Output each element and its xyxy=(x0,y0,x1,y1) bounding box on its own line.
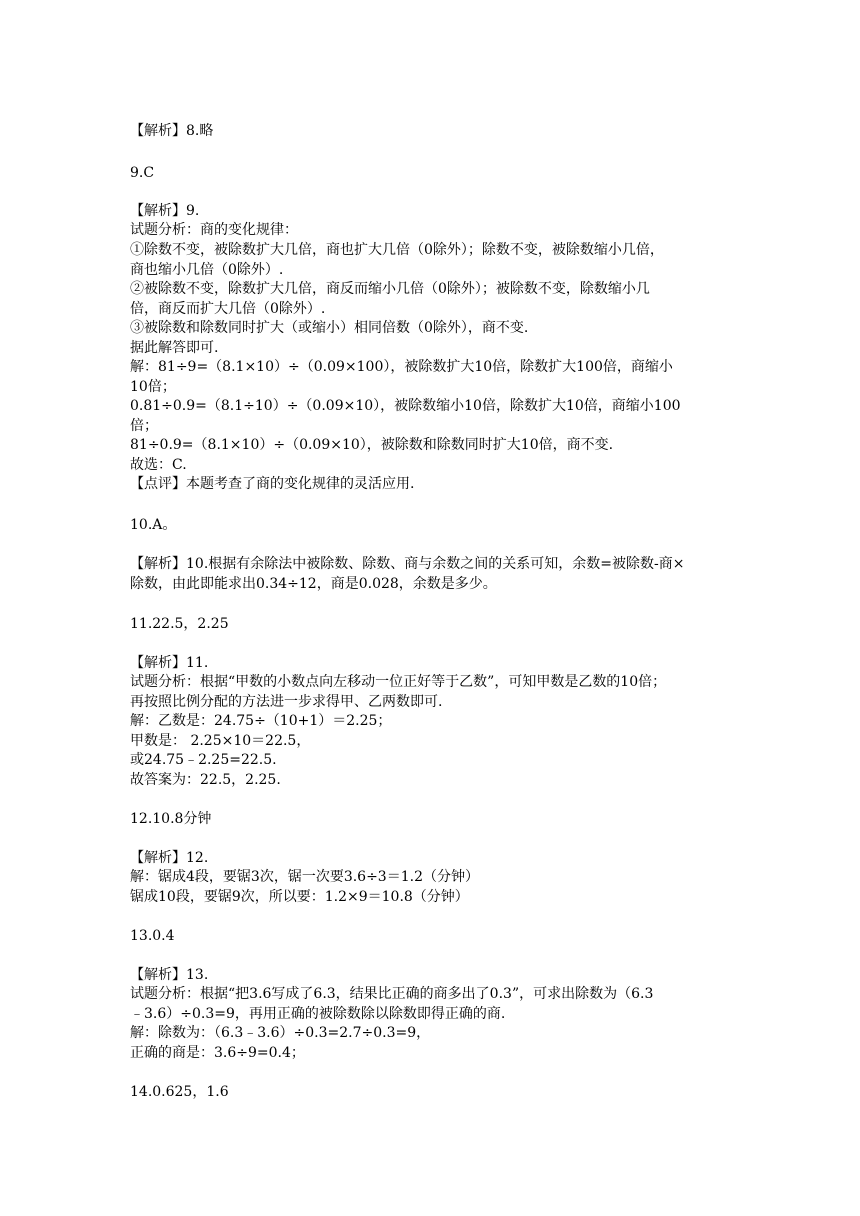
analysis-9-line: 故选：C. xyxy=(130,457,187,473)
analysis-9-line: 10倍； xyxy=(130,379,176,395)
analysis-9-line: 81÷0.9=（8.1×10）÷（0.09×10），被除数和除数同时扩大10倍，商不变. xyxy=(130,437,614,453)
analysis-13-line: ﹣3.6）÷0.3=9，再用正确的被除数除以除数即得正确的商. xyxy=(130,1006,506,1022)
answer-13: 13.0.4 xyxy=(130,928,175,944)
analysis-9-line: 倍，商反而扩大几倍（0除外）. xyxy=(130,301,326,317)
comment-9: 【点评】本题考查了商的变化规律的灵活应用. xyxy=(130,476,415,492)
document-page xyxy=(130,0,760,1216)
analysis-9-line: 试题分析：商的变化规律： xyxy=(130,222,298,238)
analysis-13-line: 解：除数为：（6.3﹣3.6）÷0.3=2.7÷0.3=9， xyxy=(130,1025,431,1041)
answer-10: 10.A。 xyxy=(130,517,177,533)
analysis-9-line: 0.81÷0.9=（8.1÷10）÷（0.09×10），被除数缩小10倍，除数扩大10倍，商缩小100 xyxy=(130,398,681,414)
analysis-9-line: 解：81÷9=（8.1×10）÷（0.09×100），被除数扩大10倍，除数扩大100倍，商缩小 xyxy=(130,359,673,375)
analysis-11-line: 或24.75﹣2.25=22.5. xyxy=(130,752,277,768)
analysis-12-line: 解：锯成4段，要锯3次，锯一次要3.6÷3＝1.2（分钟） xyxy=(130,869,479,885)
analysis-12-line: 锯成10段，要锯9次，所以要：1.2×9＝10.8（分钟） xyxy=(130,889,469,905)
analysis-9-heading: 【解析】9. xyxy=(130,203,200,219)
analysis-11-heading: 【解析】11. xyxy=(130,655,209,671)
analysis-11-line: 甲数是： 2.25×10＝22.5， xyxy=(130,733,311,749)
analysis-9-line: 商也缩小几倍（0除外）. xyxy=(130,262,284,278)
analysis-13-heading: 【解析】13. xyxy=(130,967,209,983)
answer-14: 14.0.625，1.6 xyxy=(130,1084,229,1100)
analysis-11-line: 再按照比例分配的方法进一步求得甲、乙两数即可. xyxy=(130,694,443,710)
analysis-8-heading: 【解析】8.略 xyxy=(130,123,214,139)
analysis-9-line: 倍； xyxy=(130,418,158,434)
analysis-9-line: ③被除数和除数同时扩大（或缩小）相同倍数（0除外），商不变. xyxy=(130,320,529,336)
analysis-10-line: 【解析】10.根据有余除法中被除数、除数、商与余数之间的关系可知，余数=被除数-商× xyxy=(130,556,685,572)
answer-11: 11.22.5，2.25 xyxy=(130,616,229,632)
answer-12: 12.10.8分钟 xyxy=(130,811,212,827)
analysis-11-line: 试题分析：根据“甲数的小数点向左移动一位正好等于乙数”，可知甲数是乙数的10倍； xyxy=(130,674,667,690)
answer-9: 9.C xyxy=(130,165,155,181)
analysis-11-line: 故答案为：22.5，2.25. xyxy=(130,772,281,788)
analysis-9-line: ①除数不变，被除数扩大几倍，商也扩大几倍（0除外）；除数不变，被除数缩小几倍， xyxy=(130,242,664,258)
analysis-12-heading: 【解析】12. xyxy=(130,850,209,866)
analysis-13-line: 正确的商是：3.6÷9=0.4； xyxy=(130,1045,305,1061)
analysis-9-line: ②被除数不变，除数扩大几倍，商反而缩小几倍（0除外）；被除数不变，除数缩小几 xyxy=(130,281,650,297)
analysis-9-line: 据此解答即可. xyxy=(130,340,219,356)
analysis-11-line: 解：乙数是：24.75÷（10+1）＝2.25； xyxy=(130,713,392,729)
analysis-13-line: 试题分析：根据“把3.6写成了6.3，结果比正确的商多出了0.3”，可求出除数为（6.3 xyxy=(130,986,654,1002)
analysis-10-line: 除数，由此即能求出0.34÷12，商是0.028，余数是多少。 xyxy=(130,576,497,592)
